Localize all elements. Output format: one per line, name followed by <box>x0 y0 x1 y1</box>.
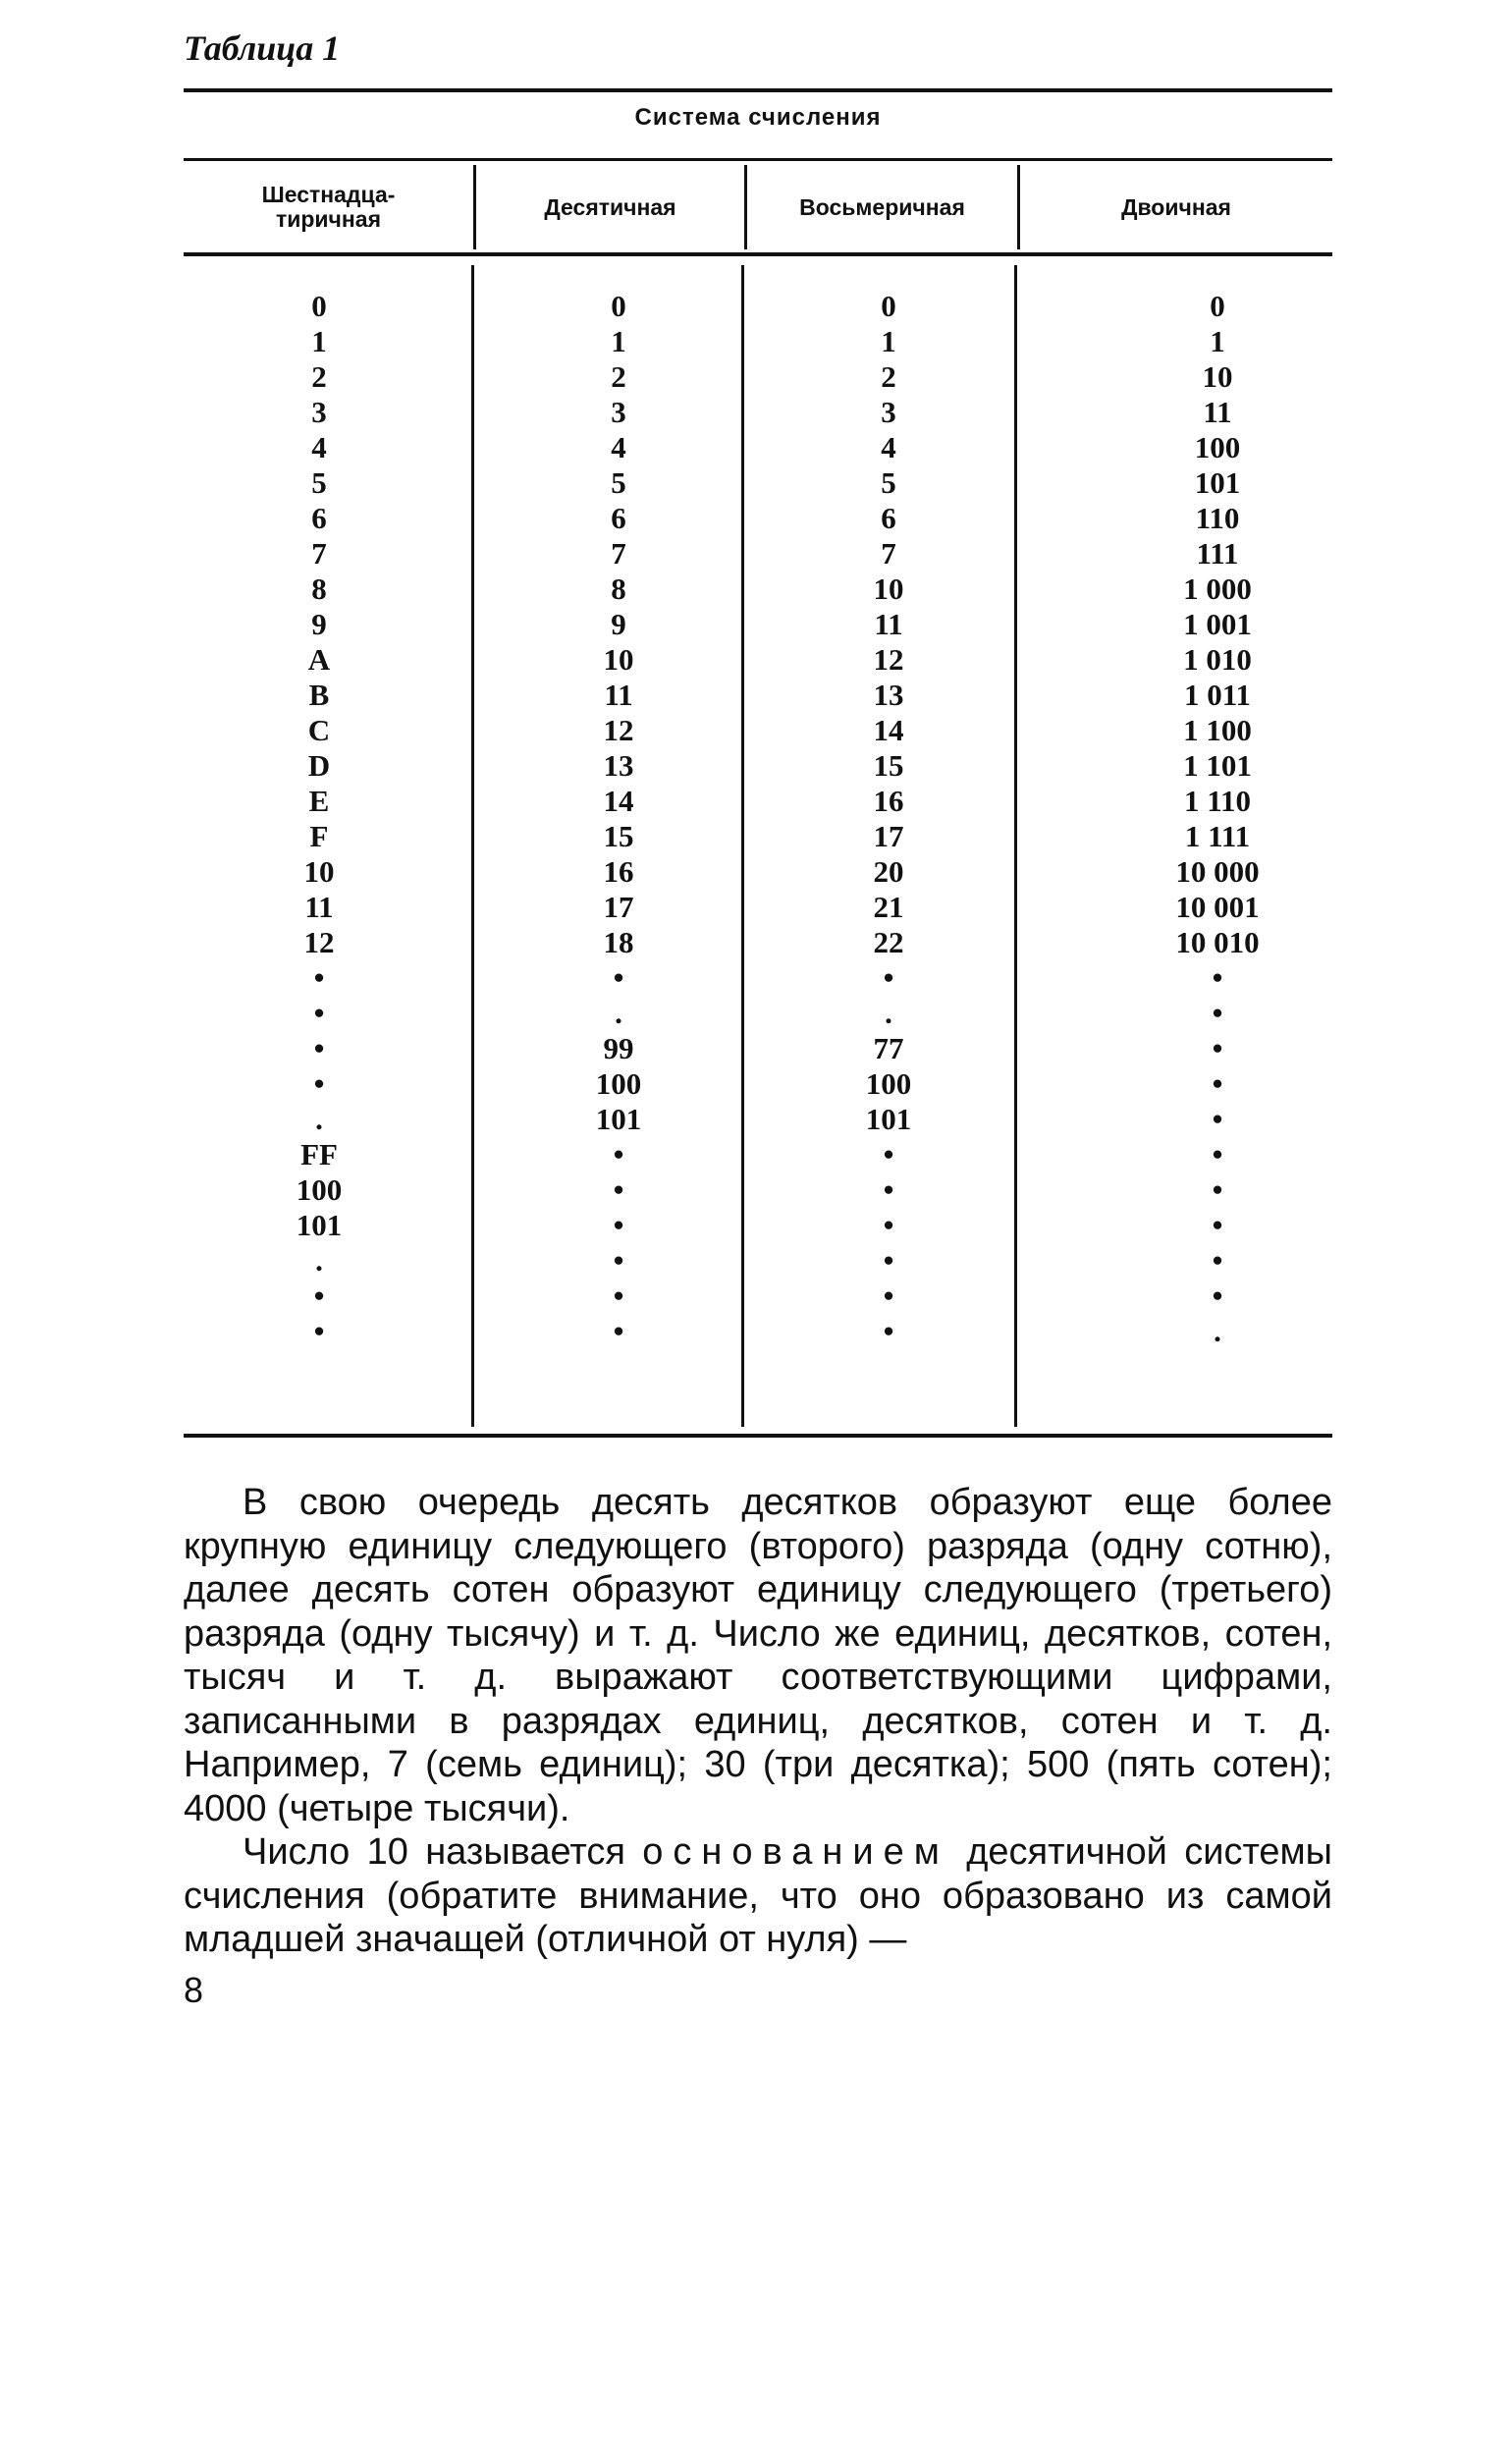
cell-decimal: • <box>613 1279 624 1313</box>
cell-hex: 6 <box>311 501 327 535</box>
cell-octal: 20 <box>873 854 904 889</box>
cell-hex: 8 <box>311 572 327 606</box>
cell-decimal: • <box>613 1314 624 1348</box>
cell-octal: 12 <box>873 642 904 677</box>
cell-hex: 3 <box>311 395 327 429</box>
cell-decimal: 13 <box>603 748 634 783</box>
cell-binary: 110 <box>1195 501 1240 535</box>
header-divider-1 <box>473 165 476 249</box>
cell-octal: 77 <box>873 1031 904 1065</box>
cell-binary: 1 100 <box>1183 713 1252 747</box>
cell-binary: 1 111 <box>1184 819 1251 853</box>
cell-binary: • <box>1212 1137 1223 1171</box>
cell-decimal: 10 <box>603 642 634 677</box>
cell-decimal: 15 <box>603 819 634 853</box>
cell-binary: • <box>1212 1172 1223 1207</box>
cell-decimal: • <box>613 960 624 995</box>
cell-binary: • <box>1212 1066 1223 1101</box>
column-hex <box>245 289 393 1349</box>
cell-hex: 11 <box>304 890 334 924</box>
cell-octal: 14 <box>873 713 904 747</box>
column-divider-1 <box>471 265 474 1427</box>
cell-decimal: 0 <box>611 289 626 323</box>
table-bottom-rule <box>184 1434 1332 1438</box>
cell-octal: • <box>883 1279 894 1313</box>
cell-binary: • <box>1212 1102 1223 1136</box>
cell-binary: . <box>1214 1314 1221 1348</box>
cell-hex: . <box>315 1102 323 1136</box>
cell-hex: C <box>307 713 331 747</box>
cell-binary: 1 101 <box>1183 748 1252 783</box>
cell-octal: . <box>885 996 892 1030</box>
column-divider-2 <box>741 265 744 1427</box>
cell-hex: 1 <box>311 324 327 358</box>
cell-hex: 0 <box>311 289 327 323</box>
cell-binary: 101 <box>1194 465 1241 500</box>
cell-octal: 13 <box>873 678 904 712</box>
cell-hex: 100 <box>296 1172 343 1207</box>
cell-octal: 1 <box>881 324 896 358</box>
cell-hex: A <box>307 642 331 677</box>
cell-octal: 11 <box>874 607 903 641</box>
column-divider-3 <box>1014 265 1017 1427</box>
cell-binary: 1 001 <box>1183 607 1252 641</box>
cell-binary: 1 011 <box>1183 678 1252 712</box>
cell-hex: 7 <box>311 536 327 571</box>
cell-decimal: 99 <box>603 1031 634 1065</box>
cell-binary: 10 <box>1202 359 1233 394</box>
cell-octal: • <box>883 1137 894 1171</box>
cell-decimal: • <box>613 1243 624 1278</box>
cell-hex: B <box>308 678 330 712</box>
cell-octal: 16 <box>873 784 904 818</box>
cell-decimal: 11 <box>604 678 633 712</box>
cell-octal: 10 <box>873 572 904 606</box>
header-divider-3 <box>1017 165 1020 249</box>
cell-octal: • <box>883 960 894 995</box>
cell-octal: 100 <box>865 1066 912 1101</box>
cell-decimal: 4 <box>611 430 626 464</box>
column-octal <box>815 289 962 1349</box>
header-divider-rule <box>184 158 1332 161</box>
table-caption: Таблица 1 <box>184 28 341 68</box>
cell-binary: 1 110 <box>1183 784 1252 818</box>
cell-hex: 12 <box>303 925 335 959</box>
cell-decimal: 14 <box>603 784 634 818</box>
header-bottom-rule <box>184 252 1332 256</box>
cell-decimal: 9 <box>611 607 626 641</box>
cell-hex: F <box>309 819 329 853</box>
cell-decimal: 17 <box>603 890 634 924</box>
cell-binary: • <box>1212 960 1223 995</box>
cell-binary: • <box>1212 1031 1223 1065</box>
header-hex <box>184 165 473 249</box>
cell-decimal: 100 <box>595 1066 642 1101</box>
paragraph-1: В свою очередь десять десятков образуют еще более крупную единицу следующего (второго) разряда (одну сотню), далее десять сотен образуют единицу следующего (третьего) разряда (одну тысячу) и т. д. Число же единиц, десятков, сотен, тысяч и т. д. выражают соответствующими цифрами, записанными в разрядах единиц, десятков, сотен и т. д. Например, 7 (семь единиц); 30 (три десятка); 500 (пять сотен); 4000 (четыре тысячи). <box>184 1482 1332 1829</box>
cell-octal: 4 <box>881 430 896 464</box>
cell-hex: D <box>307 748 331 783</box>
cell-decimal: 5 <box>611 465 626 500</box>
cell-binary: 10 010 <box>1175 925 1260 959</box>
cell-decimal: 7 <box>611 536 626 571</box>
term-osnovanie: основанием <box>642 1831 949 1873</box>
header-decimal: Десятичная <box>544 193 676 220</box>
cell-decimal: 6 <box>611 501 626 535</box>
cell-binary: 1 <box>1210 324 1225 358</box>
cell-decimal: 8 <box>611 572 626 606</box>
cell-octal: 3 <box>881 395 896 429</box>
cell-binary: • <box>1212 996 1223 1030</box>
cell-decimal: 18 <box>603 925 634 959</box>
cell-binary: • <box>1212 1243 1223 1278</box>
cell-decimal: • <box>613 1172 624 1207</box>
paragraph-2-start: Число 10 называется <box>243 1831 625 1873</box>
table-top-rule <box>184 88 1332 92</box>
cell-binary: 0 <box>1210 289 1225 323</box>
page-number: 8 <box>184 1970 204 2010</box>
cell-hex: • <box>313 1031 325 1065</box>
cell-hex: 101 <box>296 1208 343 1242</box>
cell-binary: 11 <box>1203 395 1232 429</box>
cell-octal: 2 <box>881 359 896 394</box>
cell-octal: 101 <box>865 1102 912 1136</box>
cell-hex: . <box>315 1243 323 1278</box>
cell-decimal: 2 <box>611 359 626 394</box>
cell-binary: • <box>1212 1279 1223 1313</box>
cell-octal: 0 <box>881 289 896 323</box>
cell-decimal: • <box>613 1137 624 1171</box>
cell-octal: 7 <box>881 536 896 571</box>
cell-hex: E <box>308 784 330 818</box>
cell-octal: 5 <box>881 465 896 500</box>
paragraph-2 <box>184 1830 1332 1962</box>
cell-binary: 10 000 <box>1175 854 1260 889</box>
cell-binary: 100 <box>1194 430 1241 464</box>
cell-decimal: 101 <box>595 1102 642 1136</box>
cell-decimal: 1 <box>611 324 626 358</box>
cell-decimal: 16 <box>603 854 634 889</box>
header-binary: Двоичная <box>1121 193 1231 220</box>
cell-decimal: . <box>615 996 622 1030</box>
cell-octal: • <box>883 1208 894 1242</box>
cell-octal: • <box>883 1243 894 1278</box>
cell-binary: 1 010 <box>1183 642 1252 677</box>
cell-octal: 15 <box>873 748 904 783</box>
cell-octal: 6 <box>881 501 896 535</box>
cell-octal: 22 <box>873 925 904 959</box>
header-hex-line1: Шестнадца- <box>261 182 396 207</box>
cell-decimal: 12 <box>603 713 634 747</box>
cell-hex: FF <box>300 1137 338 1171</box>
cell-decimal: 3 <box>611 395 626 429</box>
cell-binary: • <box>1212 1208 1223 1242</box>
cell-binary: 1 000 <box>1183 572 1252 606</box>
column-decimal <box>545 289 692 1349</box>
cell-hex: 2 <box>311 359 327 394</box>
header-hex-line2: тиричная <box>275 206 382 232</box>
cell-hex: • <box>313 1279 325 1313</box>
body-text <box>184 1481 1332 1962</box>
cell-binary: 10 001 <box>1175 890 1260 924</box>
cell-octal: 21 <box>873 890 904 924</box>
cell-hex: • <box>313 960 325 995</box>
cell-hex: 4 <box>311 430 327 464</box>
header-octal: Восьмеричная <box>799 193 965 220</box>
paragraph-2-rest: десятичной системы счисления (обратите внимание, что оно образовано из самой младшей значащей (отличной от нуля) — <box>184 1831 1332 1960</box>
cell-hex: • <box>313 996 325 1030</box>
cell-hex: 9 <box>311 607 327 641</box>
cell-hex: • <box>313 1314 325 1348</box>
cell-octal: • <box>883 1314 894 1348</box>
cell-hex: • <box>313 1066 325 1101</box>
header-divider-2 <box>744 165 747 249</box>
column-binary <box>1119 289 1316 1349</box>
table-super-header: Система счисления <box>634 104 882 131</box>
cell-octal: 17 <box>873 819 904 853</box>
cell-decimal: • <box>613 1208 624 1242</box>
cell-hex: 10 <box>303 854 335 889</box>
cell-hex: 5 <box>311 465 327 500</box>
cell-octal: • <box>883 1172 894 1207</box>
cell-binary: 111 <box>1196 536 1239 571</box>
